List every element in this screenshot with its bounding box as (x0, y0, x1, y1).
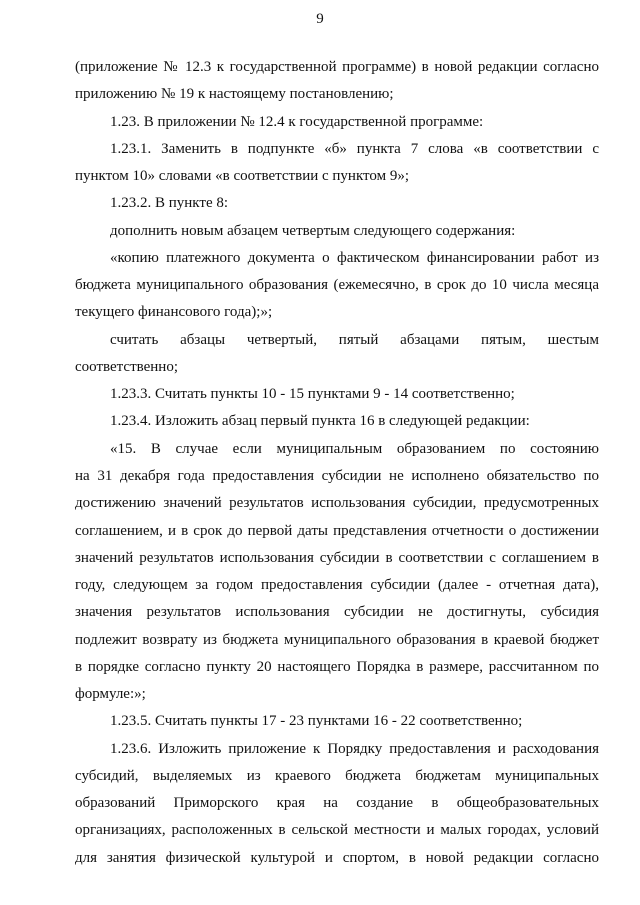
text-line: 1.23.6. Изложить приложение к Порядку предоставления и расходования (110, 741, 599, 757)
text-line: 1.23. В приложении № 12.4 к государственной программе: (110, 114, 484, 130)
text-line: подлежит возврату из бюджета муниципального образования в краевой бюджет (75, 632, 599, 648)
text-line: «15. В случае если муниципальным образованием по состоянию (110, 441, 599, 457)
text-line: в порядке согласно пункту 20 настоящего Порядка в размере, рассчитанном по (75, 659, 599, 675)
page-number: 9 (316, 11, 324, 27)
text-line: достижению значений результатов использования субсидии, предусмотренных (75, 495, 599, 511)
text-line: значений результатов использования субсидии в соответствии с соглашением в (75, 550, 599, 566)
text-line: на 31 декабря года предоставления субсидии не исполнено обязательство по (75, 468, 599, 484)
text-line: субсидий, выделяемых из краевого бюджета бюджетам муниципальных (75, 768, 599, 784)
text-line: 1.23.5. Считать пункты 17 - 23 пунктами 16 - 22 соответственно; (110, 713, 523, 729)
text-line: соответственно; (75, 359, 178, 375)
text-line: 1.23.3. Считать пункты 10 - 15 пунктами 9 - 14 соответственно; (110, 386, 515, 402)
text-line: 1.23.1. Заменить в подпункте «б» пункта 7 слова «в соответствии с (110, 141, 599, 157)
text-line: приложению № 19 к настоящему постановлению; (75, 86, 394, 102)
text-line: организациях, расположенных в сельской местности и малых городах, условий (75, 822, 599, 838)
text-line: для занятия физической культурой и спортом, в новой редакции согласно (75, 850, 599, 866)
text-line: формуле:»; (75, 686, 146, 702)
text-line: 1.23.4. Изложить абзац первый пункта 16 в следующей редакции: (110, 413, 530, 429)
text-line: 1.23.2. В пункте 8: (110, 195, 229, 211)
text-line: образований Приморского края на создание в общеобразовательных (75, 795, 599, 811)
text-line: (приложение № 12.3 к государственной программе) в новой редакции согласно (75, 59, 599, 75)
text-line: значения результатов использования субсидии не достигнуты, субсидия (75, 604, 599, 620)
text-line: дополнить новым абзацем четвертым следующего содержания: (110, 223, 516, 239)
text-line: считать абзацы четвертый, пятый абзацами пятым, шестым (110, 332, 599, 348)
text-line: пунктом 10» словами «в соответствии с пунктом 9»; (75, 168, 410, 184)
text-line: соглашением, и в срок до первой даты представления отчетности о достижении (75, 523, 599, 539)
text-line: бюджета муниципального образования (ежемесячно, в срок до 10 числа месяца (75, 277, 599, 293)
text-line: «копию платежного документа о фактическом финансировании работ из (110, 250, 599, 266)
text-line: году, следующем за годом предоставления субсидии (далее - отчетная дата), (75, 577, 599, 593)
text-line: текущего финансового года);»; (75, 304, 273, 320)
